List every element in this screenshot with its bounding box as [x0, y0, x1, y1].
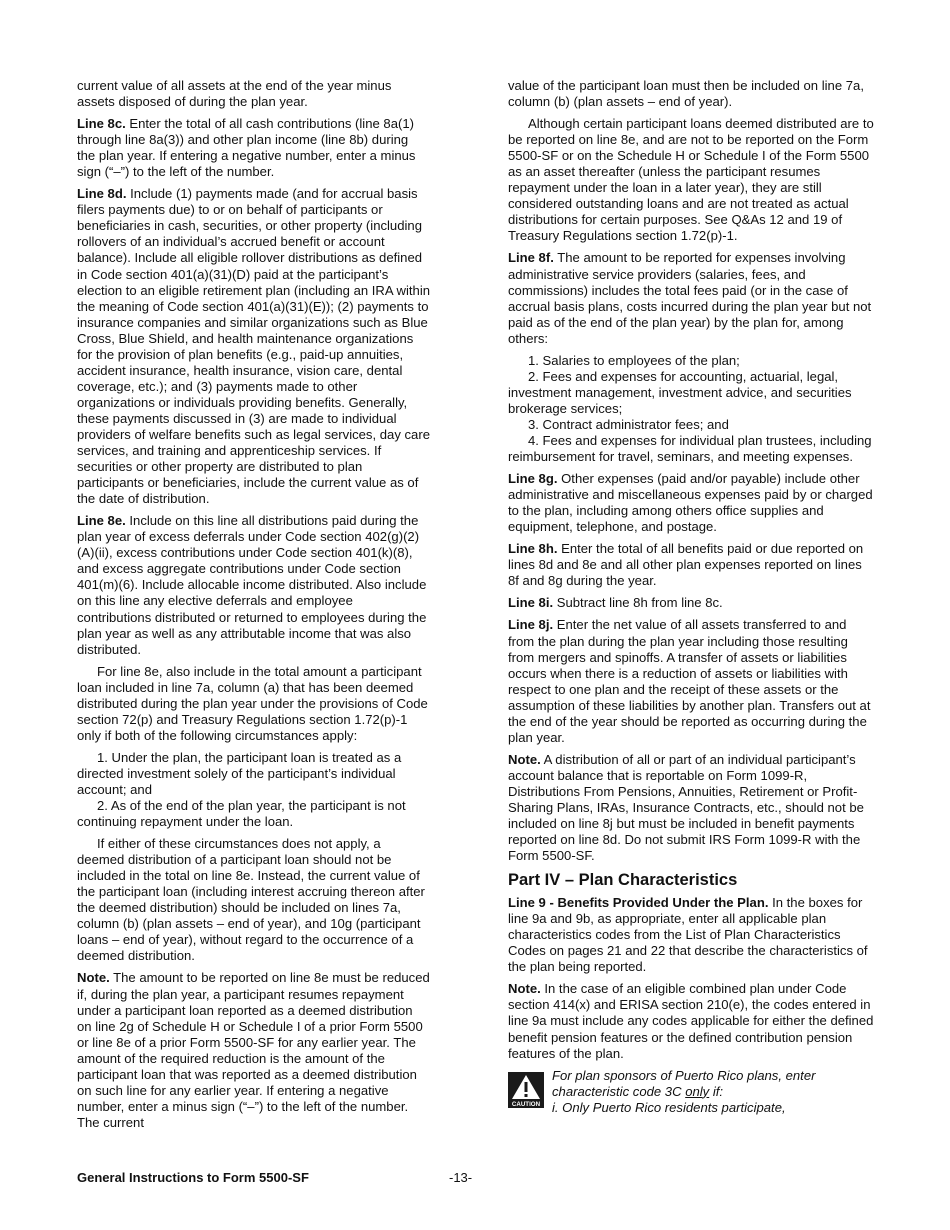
note-label: Note.: [508, 981, 541, 997]
loans-paragraph: Although certain participant loans deemed distributed are to be reported on line 8e, and are not to be reported on the Form 5500-SF or on the Schedule H or Schedule I of the Form 5500 as an asset thereafter (unless the participant resumes repayment under the loan in a later year), they are still considered outstanding loans and are not treated as actual distributions for certain purposes. See Q&As 12 and 19 of Treasury Regulations section 1.72(p)-1.: [508, 116, 874, 244]
paragraph-continued: current value of all assets at the end of the year minus assets disposed of during the plan year.: [77, 78, 392, 110]
line-8c-label: Line 8c.: [77, 116, 126, 132]
right-column: [508, 78, 875, 1116]
line-8c-paragraph: [77, 116, 430, 180]
line-8j-paragraph: [508, 617, 875, 745]
line-8e-text: Include on this line all distributions paid during the plan year of excess deferrals under Code section 402(g)(2)(A)(ii), excess contributions under Code section 401(k)(8), and excess aggregate contributions under Code section 401(m)(6). Include allocable income distributed. Also include on this line any elective deferrals and employee contributions distributed or returned to employees during the plan year as well as any attributable income that was also distributed.: [77, 513, 427, 657]
expense-item-4: 4. Fees and expenses for individual plan trustees, including reimbursement for travel, seminars, and meeting expenses.: [508, 432, 872, 465]
note-combined-plan-paragraph: [508, 981, 875, 1061]
expense-item-1: 1. Salaries to employees of the plan;: [528, 352, 740, 368]
left-column: [77, 78, 430, 1137]
caution-text: [552, 1068, 875, 1116]
line-8f-text: The amount to be reported for expenses involving administrative service providers (salaries, fees, and commissions) includes the total fees paid (or in the case of accrual basis plans, costs incurred during the plan year but not paid as of the end of the plan year) by the plan for, among others:: [508, 250, 872, 346]
line-8j-text: Enter the net value of all assets transferred to and from the plan during the plan year including those resulting from mergers and spinoffs. A transfer of assets or liabilities occurs when there is a reduction of assets or liabilities with respect to one plan and the receipt of these assets or the assumption of these liabilities by another plan. Transfers out at the end of the year should be reported as occurring during the plan year.: [508, 617, 871, 745]
caution-block: [508, 1068, 875, 1116]
line-8h-paragraph: [508, 541, 875, 589]
note-text: The amount to be reported on line 8e must be reduced if, during the plan year, a participant resumes repayment under a participant loan reported as a deemed distribution on line 2g of Schedule H or Schedule I of a prior Form 5500 or line 8e of a prior Form 5500-SF for any earlier year. The amount of the required reduction is the amount of the participant loan that was reported as a deemed distribution on such line for any earlier year. If entering a negative number, enter a minus sign (“–”) to the left of the number. The current: [77, 970, 430, 1130]
line-8d-paragraph: [77, 186, 430, 507]
line-8j-label: Line 8j.: [508, 617, 554, 633]
line-8f-label: Line 8f.: [508, 250, 554, 266]
circumstance-item-2: 2. As of the end of the plan year, the participant is not continuing repayment under the loan.: [77, 798, 406, 830]
line-8e-loan-paragraph: For line 8e, also include in the total amount a participant loan included in line 7a, column (a) that has been deemed distributed during the plan year under the provisions of Code section 72(p) and Treasury Regulations section 1.72(p)-1 only if both of the following circumstances apply:: [77, 663, 428, 743]
line-8h-label: Line 8h.: [508, 541, 558, 557]
caution-item: i. Only Puerto Rico residents participate,: [552, 1099, 786, 1115]
paragraph-continued: value of the participant loan must then be included on line 7a, column (b) (plan assets – end of year).: [508, 78, 864, 110]
line-8f-paragraph: [508, 250, 875, 346]
expense-item-3: 3. Contract administrator fees; and: [528, 416, 729, 432]
caution-icon: [508, 1072, 544, 1108]
footer-title: General Instructions to Form 5500-SF: [77, 1170, 309, 1185]
line-8g-label: Line 8g.: [508, 471, 558, 487]
line-9-paragraph: [508, 895, 875, 975]
note-1099r-paragraph: [508, 752, 875, 864]
line-8d-label: Line 8d.: [77, 186, 127, 202]
line-8h-text: Enter the total of all benefits paid or due reported on lines 8d and 8e and all other plan expenses reported on lines 8f and 8g during the year.: [508, 541, 864, 589]
line-9-text: In the boxes for line 9a and 9b, as appropriate, enter all applicable plan characteristics codes from the List of Plan Characteristics Codes on pages 21 and 22 that describe the characteristics of the plan being reported.: [508, 895, 868, 975]
line-8i-paragraph: [508, 595, 875, 611]
part-iv-heading: Part IV – Plan Characteristics: [508, 871, 738, 890]
line-8g-text: Other expenses (paid and/or payable) include other administrative and miscellaneous expenses paid by or charged to the plan, including among others office supplies and equipment, telephone, and postage.: [508, 471, 873, 535]
line-8e-label: Line 8e.: [77, 513, 126, 529]
note-label: Note.: [508, 751, 541, 767]
note-tail: Form 5500-SF.: [508, 848, 595, 864]
line-8d-text: Include (1) payments made (and for accrual basis filers payments due) to or on behalf of participants or beneficiaries in cash, securities, or other property (including rollovers of an individual’s accrued benefit or account balance). Include all eligible rollover distributions as defined in Code section 401(a)(31)(D) paid at the participant’s election to an eligible retirement plan (including an IRA within the meaning of Code section 401(a)(31)(E)); (2) payments to insurance companies and similar organizations such as Blue Cross, Blue Shield, and health maintenance organizations for the provision of plan benefits (e.g., paid-up annuities, accident insurance, health insurance, vision care, dental coverage, etc.); and (3) payments made to other organizations or individuals providing benefits. Generally, these payments discussed in (3) are made to individual providers of welfare benefits such as legal services, day care services, and training and apprenticeship services. If securities or other property are distributed to plan participants or beneficiaries, include the current value as of the date of distribution.: [77, 186, 431, 507]
note-text: A distribution of all or part of an individual participant’s account balance that is reportable on Form 1099-R, Distributions From Pensions, Annuities, Retirement or Profit-Sharing Plans, IRAs, Insurance Contracts, etc., should not be included on line 8j but must be included in benefit payments reported on line 8d. Do not submit IRS Form 1099-R with the: [508, 751, 864, 848]
expense-item-2: 2. Fees and expenses for accounting, actuarial, legal, investment management, investment advice, and securities brokerage services;: [508, 368, 852, 416]
caution-word: CAUTION: [511, 1100, 541, 1108]
note-paragraph: [77, 970, 430, 1130]
caution-only: only: [685, 1083, 710, 1099]
line-8e-paragraph: [77, 513, 430, 657]
line-8c-text: Enter the total of all cash contributions (line 8a(1) through line 8a(3)) and other plan income (line 8b) during the plan year. If entering a negative number, enter a minus sign (“–”) to the left of the number.: [77, 116, 416, 180]
line-8i-text: Subtract line 8h from line 8c.: [553, 595, 723, 611]
line-8i-label: Line 8i.: [508, 595, 554, 611]
circumstance-item-1: 1. Under the plan, the participant loan is treated as a directed investment solely of the participant’s individual account; and: [77, 749, 402, 797]
page-number: -13-: [449, 1170, 473, 1185]
deemed-distribution-paragraph: If either of these circumstances does not apply, a deemed distribution of a participant loan should not be included in the total on line 8e. Instead, the current value of the participant loan (including interest accruing thereon after the deemed distribution) should be included on lines 7a, column (b) (plan assets – end of year), and 10g (participant loans – end of year), without regard to the occurrence of a deemed distribution.: [77, 836, 425, 964]
caution-text-a: For plan sponsors of Puerto Rico plans, enter characteristic code 3C: [552, 1067, 816, 1099]
note-text: In the case of an eligible combined plan under Code section 414(x) and ERISA section 210(e), the codes entered in line 9a must include any codes applicable for either the defined benefit pension features or the defined contribution pension features of the plan.: [508, 981, 874, 1061]
caution-text-b: if:: [709, 1083, 724, 1099]
line-8g-paragraph: [508, 471, 875, 535]
note-label: Note.: [77, 970, 110, 986]
line-9-label: Line 9 - Benefits Provided Under the Plan.: [508, 895, 769, 911]
